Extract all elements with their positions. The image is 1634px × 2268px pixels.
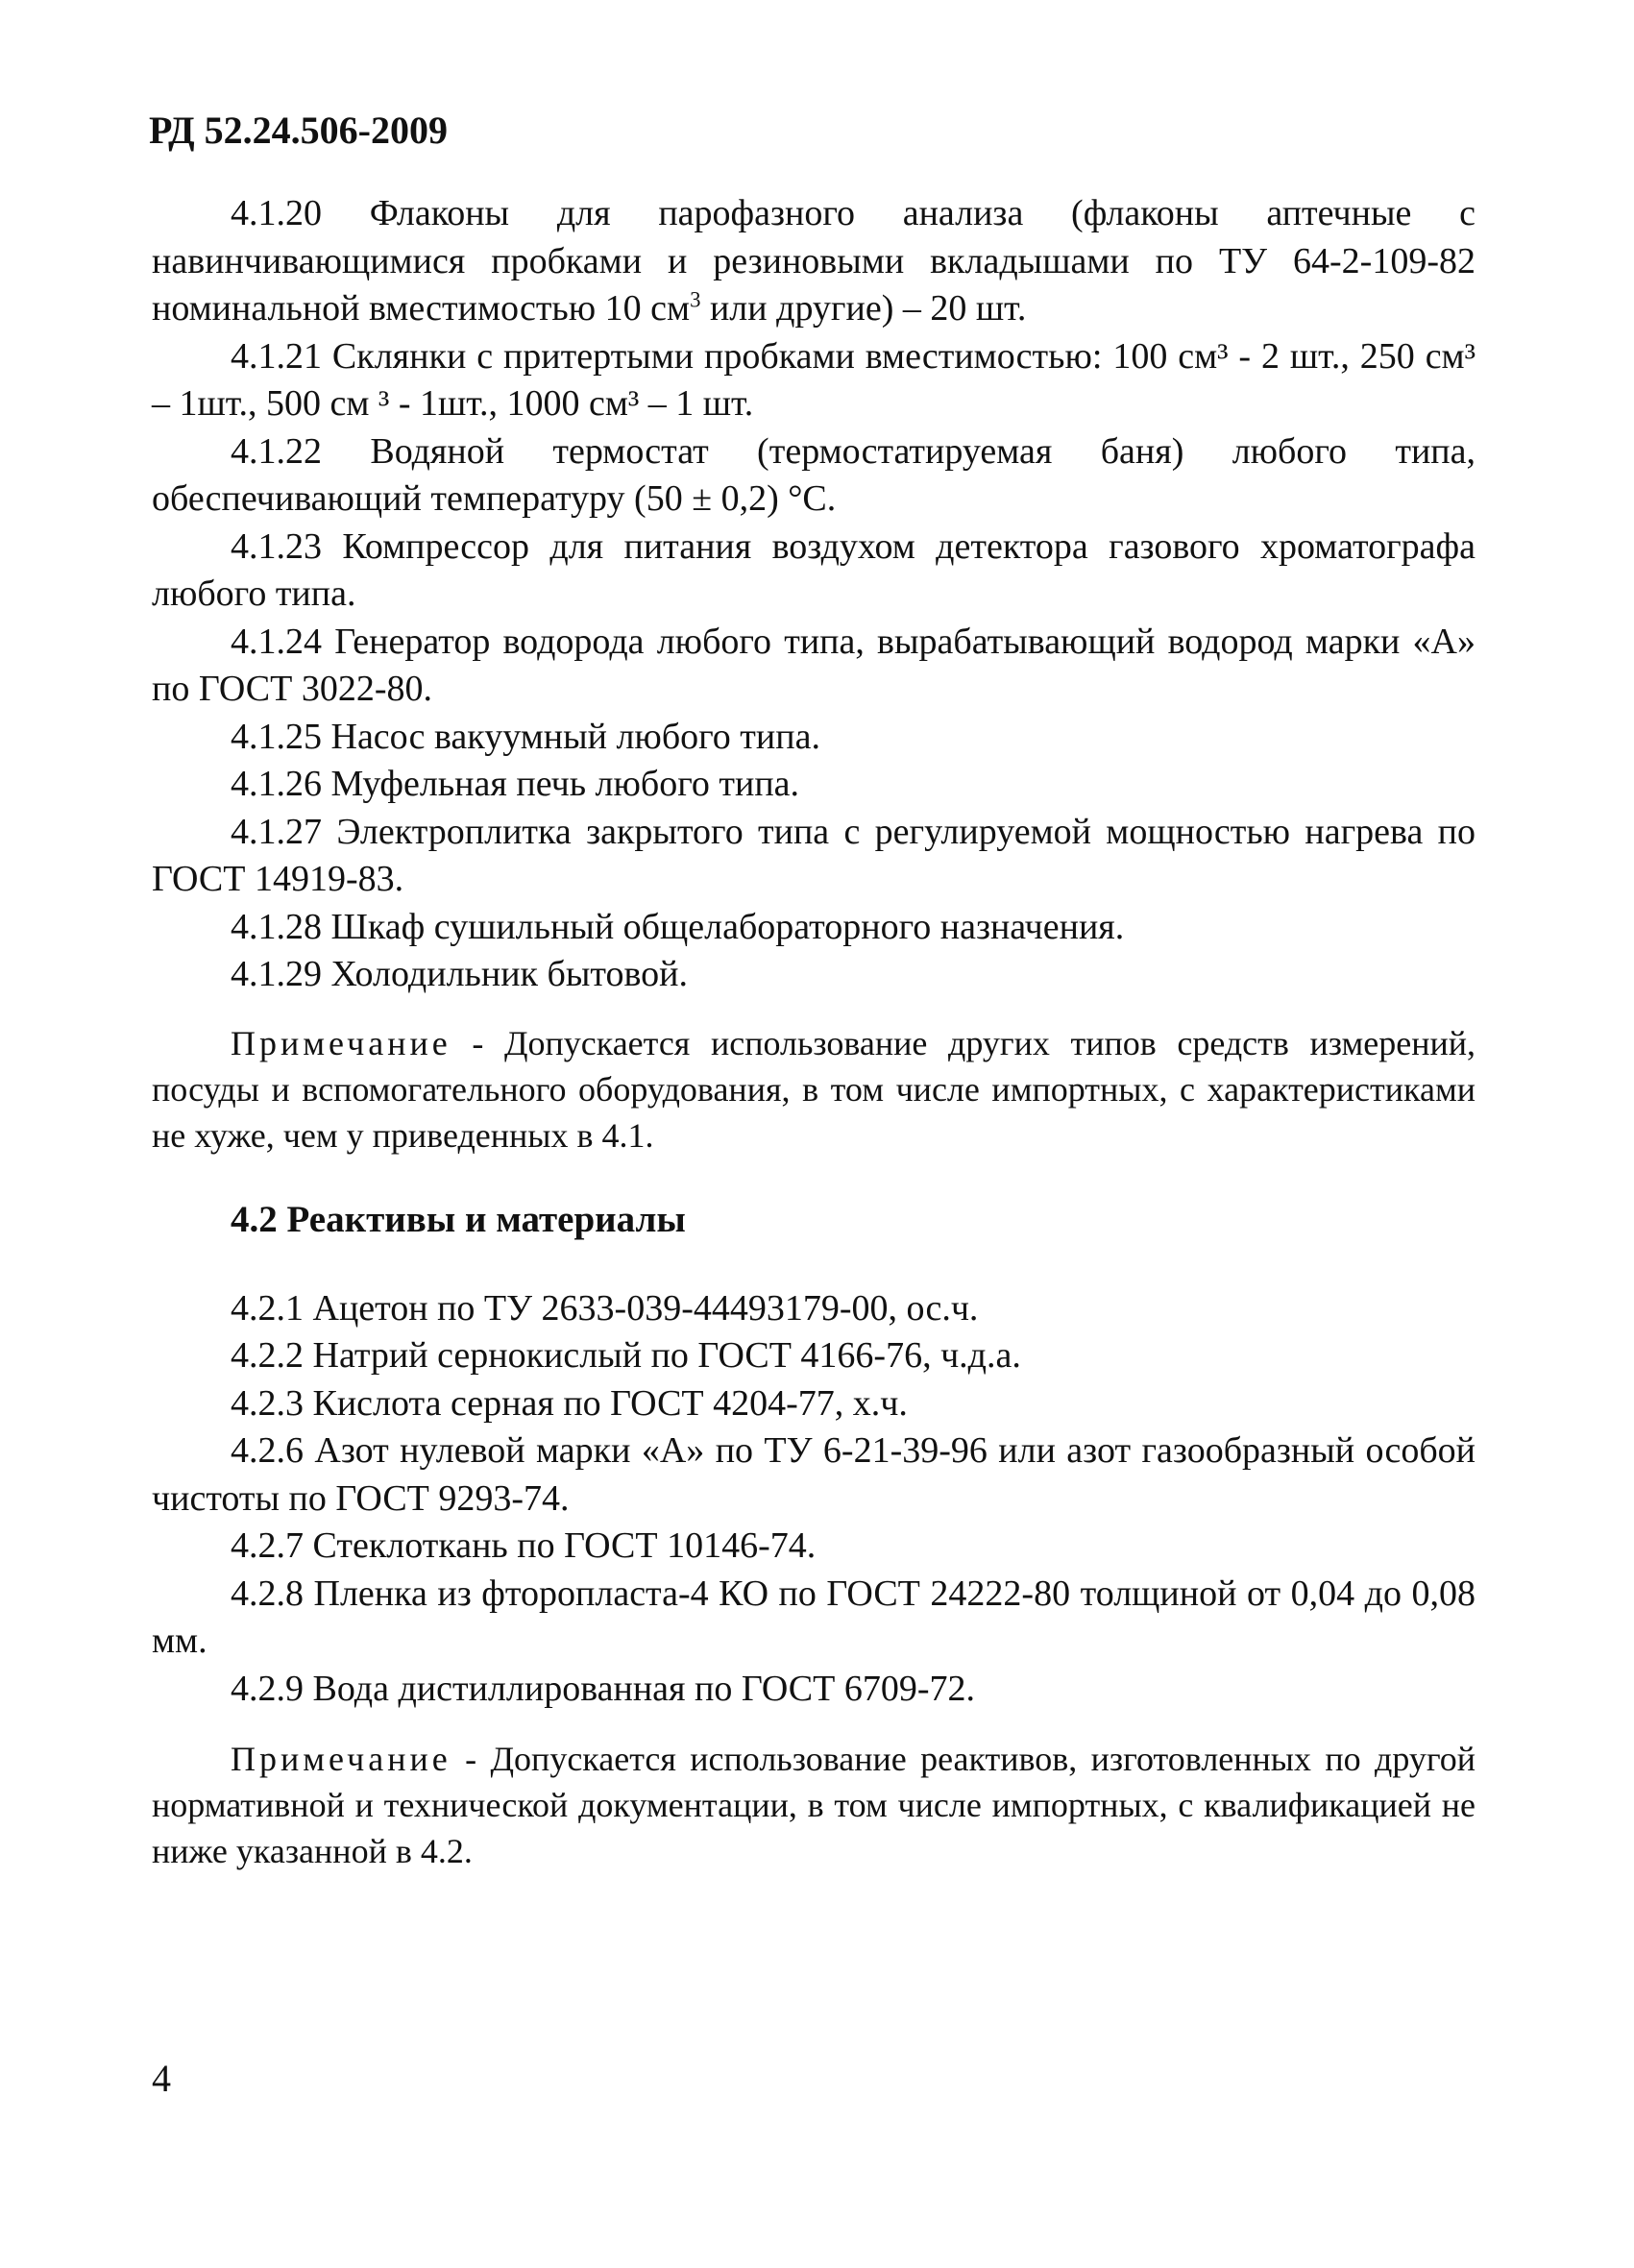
item-text: Шкаф сушильный общелабораторного назначения. [330, 906, 1125, 947]
note-label: Примечание [231, 1023, 451, 1062]
item-text: Насос вакуумный любого типа. [330, 716, 820, 757]
list-item-4-2-7 [152, 1523, 1475, 1571]
item-number: 4.1.24 [231, 621, 322, 662]
spacer [152, 1243, 1475, 1285]
item-text: Компрессор для питания воздухом детектора газового хроматографа любого типа. [152, 525, 1476, 614]
item-text: Ацетон по ТУ 2633-039-44493179-00, ос.ч. [312, 1287, 979, 1329]
item-text: Стеклоткань по ГОСТ 10146-74. [312, 1525, 817, 1566]
item-text: Азот нулевой марки «А» по ТУ 6-21-39-96 или азот газообразный особой чистоты по ГОСТ 9293-74. [152, 1430, 1475, 1519]
note-text: - Допускается использование других типов средств измерений, посуды и вспомогательного оборудования, в том числе импортных, с характеристиками не хуже, чем у приведенных в 4.1. [152, 1023, 1475, 1155]
item-number: 4.2.2 [231, 1335, 304, 1376]
document-code: РД 52.24.506-2009 [149, 109, 448, 152]
spacer [152, 999, 1475, 1020]
note-label: Примечание [231, 1740, 451, 1778]
note-reagents [152, 1736, 1475, 1874]
item-number: 4.1.27 [231, 811, 322, 852]
item-number: 4.1.22 [231, 430, 322, 472]
item-number: 4.2.6 [231, 1430, 304, 1471]
note-equipment [152, 1020, 1475, 1158]
list-item-4-1-25 [152, 714, 1475, 762]
item-number: 4.1.21 [231, 335, 322, 377]
page-content [152, 190, 1475, 1874]
superscript: 3 [690, 287, 701, 312]
page-number: 4 [152, 2057, 171, 2100]
item-text: Водяной термостат (термостатируемая баня) любого типа, обеспечивающий температуру (50 ± 0,2) °С. [152, 430, 1476, 519]
list-item-4-1-27 [152, 809, 1475, 904]
item-number: 4.1.23 [231, 525, 322, 567]
item-text: Натрий сернокислый по ГОСТ 4166-76, ч.д.а. [312, 1335, 1021, 1376]
list-item-4-2-1 [152, 1285, 1475, 1333]
item-text: Электроплитка закрытого типа с регулируемой мощностью нагрева по ГОСТ 14919-83. [152, 811, 1476, 899]
note-text: - Допускается использование реактивов, изготовленных по другой нормативной и технической документации, в том числе импортных, с квалификацией не ниже указанной в 4.2. [152, 1740, 1475, 1870]
list-item-4-1-20 [152, 190, 1475, 333]
list-item-4-2-9 [152, 1666, 1475, 1714]
list-item-4-2-3 [152, 1380, 1475, 1428]
spacer [152, 1713, 1475, 1736]
list-item-4-2-6 [152, 1427, 1475, 1523]
item-number: 4.1.28 [231, 906, 322, 947]
item-number: 4.1.26 [231, 764, 322, 804]
item-number: 4.1.20 [231, 193, 322, 233]
list-item-4-1-22 [152, 428, 1475, 524]
item-text: Генератор водорода любого типа, вырабатывающий водород марки «А» по ГОСТ 3022-80. [152, 621, 1475, 709]
section-heading-4-2: 4.2 Реактивы и материалы [231, 1198, 686, 1240]
list-item-4-1-29 [152, 951, 1475, 999]
list-item-4-2-2 [152, 1332, 1475, 1380]
item-text: Флаконы для парофазного анализа (флаконы аптечные с навинчивающимися пробками и резиновыми вкладышами по ТУ 64-2-109-82 номинальной вместимостью 10 см [152, 193, 1475, 329]
item-text: Склянки с притертыми пробками вместимостью: 100 см³ - 2 шт., 250 см³ – 1шт., 500 см ³ - 1шт., 1000 см³ – 1 шт. [152, 335, 1476, 424]
item-text: Пленка из фторопласта-4 КО по ГОСТ 24222-80 толщиной от 0,04 до 0,08 мм. [152, 1573, 1475, 1661]
item-text: Холодильник бытовой. [330, 954, 689, 994]
spacer [152, 1158, 1475, 1197]
list-item-4-1-21 [152, 333, 1475, 428]
item-text: Вода дистиллированная по ГОСТ 6709-72. [312, 1668, 975, 1709]
list-item-4-1-28 [152, 904, 1475, 952]
item-number: 4.2.8 [231, 1573, 304, 1614]
item-number: 4.2.7 [231, 1525, 304, 1566]
list-item-4-2-8 [152, 1571, 1475, 1666]
item-number: 4.1.25 [231, 716, 322, 757]
item-text-tail: или другие) – 20 шт. [700, 288, 1027, 329]
item-text: Муфельная печь любого типа. [330, 764, 800, 804]
item-number: 4.2.3 [231, 1382, 304, 1424]
item-text: Кислота серная по ГОСТ 4204-77, х.ч. [312, 1382, 908, 1424]
list-item-4-1-23 [152, 524, 1475, 619]
item-number: 4.2.9 [231, 1668, 304, 1709]
list-item-4-1-26 [152, 761, 1475, 809]
list-item-4-1-24 [152, 619, 1475, 714]
item-number: 4.2.1 [231, 1287, 304, 1329]
item-number: 4.1.29 [231, 954, 322, 994]
